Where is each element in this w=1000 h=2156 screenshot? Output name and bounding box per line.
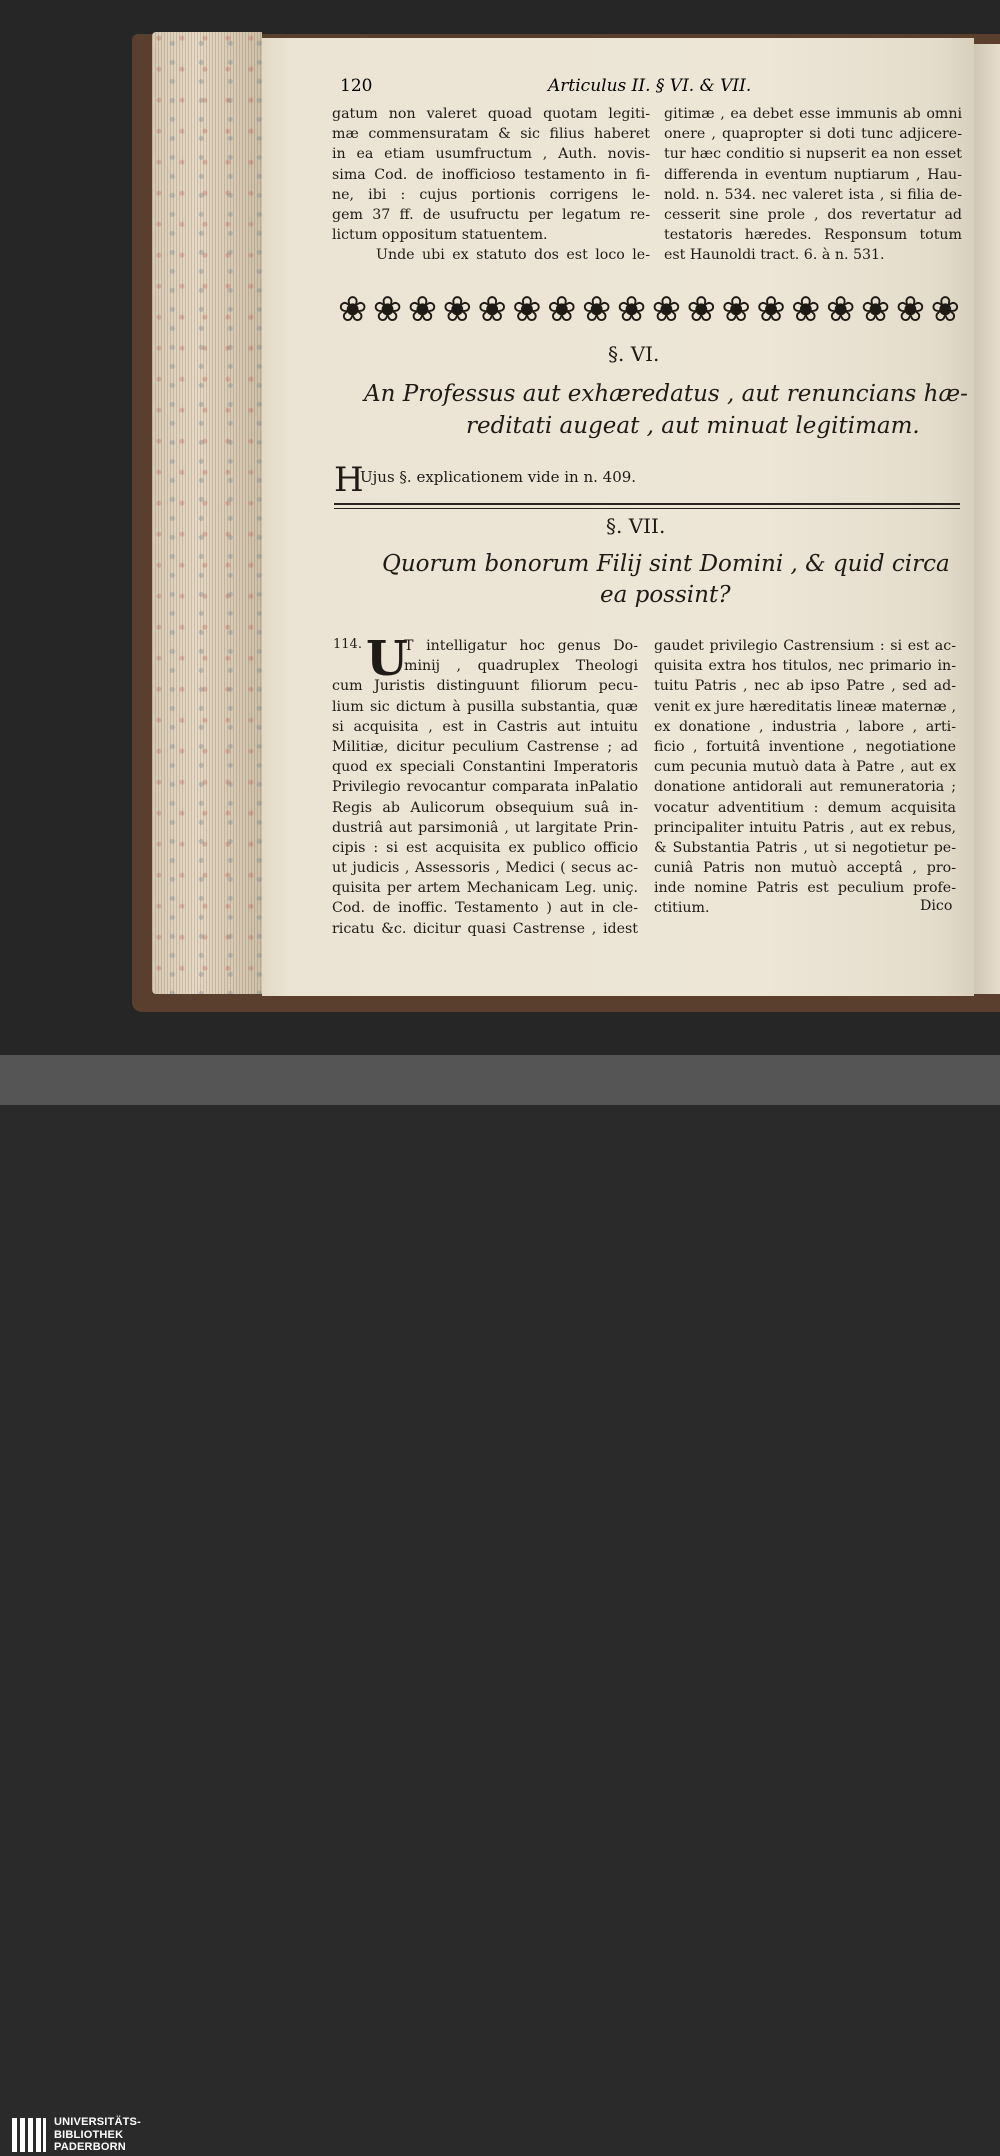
- text-line: vocatur adventitium : demum acquisita: [654, 799, 956, 816]
- ornamental-border: [338, 287, 960, 333]
- section-heading-vi: §. VI.: [608, 342, 660, 366]
- flower-ornament-icon: ❀: [756, 290, 786, 330]
- text-line: ricatu &c. dicitur quasi Castrense , idest: [332, 920, 638, 937]
- flower-ornament-icon: ❀: [791, 290, 821, 330]
- library-name-line: PADERBORN: [54, 2141, 126, 2154]
- footer-bar: [0, 1055, 1000, 2154]
- divider-rule: [334, 508, 960, 509]
- text-line: cesserit sine prole , dos revertatur ad: [664, 206, 962, 223]
- text-line: ne, ibi : cujus portionis corrigens le-: [332, 186, 650, 203]
- drop-cap: H: [334, 460, 364, 500]
- page-number: 120: [340, 76, 373, 96]
- scanned-book-photo: [0, 0, 1000, 1055]
- text-line: Cod. de inoffic. Testamento ) aut in cle-: [332, 900, 638, 917]
- text-line: ex donatione , industria , labore , arti-: [654, 718, 956, 735]
- section-title-vi-line2: reditati augeat , aut minuat legitimam.: [466, 413, 920, 439]
- text-line: lictum oppositum statuentem.: [332, 227, 548, 244]
- text-line: gitimæ , ea debet esse immunis ab omni: [664, 106, 962, 122]
- text-line: si acquisita , est in Castris aut intuitu: [332, 718, 638, 735]
- text-line: ut judicis , Assessoris , Medici ( secus ac-: [332, 860, 638, 877]
- text-line: minij , quadruplex Theologi: [404, 658, 638, 675]
- flower-ornament-icon: ❀: [721, 290, 751, 330]
- flower-ornament-icon: ❀: [512, 290, 542, 330]
- flower-ornament-icon: ❀: [407, 290, 438, 330]
- flower-ornament-icon: ❀: [372, 290, 403, 330]
- text-line: differenda in eventum nuptiarum , Hau-: [664, 166, 962, 183]
- drop-cap: U: [366, 631, 408, 687]
- text-line: Unde ubi ex statuto dos est loco le-: [376, 247, 650, 264]
- text-line: nold. n. 534. nec valeret ista , si filia de-: [664, 186, 962, 203]
- section-title-vii-line1: Quorum bonorum Filij sint Domini , & quid circa: [382, 551, 950, 577]
- flower-ornament-icon: ❀: [686, 290, 716, 330]
- text-line: quisita per artem Mechanicam Leg. uniç.: [332, 880, 638, 897]
- section-title-vii-line2: ea possint?: [600, 582, 731, 608]
- text-line: tur hæc conditio si nupserit ea non esset: [664, 146, 962, 163]
- text-line: in ea etiam usumfructum , Auth. novis-: [332, 146, 650, 163]
- paragraph-number: 114.: [333, 637, 362, 652]
- text-line: gatum non valeret quoad quotam legiti-: [332, 106, 650, 122]
- text-line: dustriâ aut parsimoniâ , ut largitate Prin-: [332, 819, 638, 836]
- text-line: donatione antidorali aut remuneratoria ;: [654, 779, 956, 796]
- flower-ornament-icon: ❀: [338, 290, 368, 330]
- flower-ornament-icon: ❀: [616, 290, 647, 330]
- section-vi-body: Ujus §. explicationem vide in n. 409.: [360, 468, 637, 486]
- text-line: Regis ab Aulicorum obsequium suâ in-: [332, 799, 638, 816]
- text-line: gem 37 ff. de usufructu per legatum re-: [332, 206, 650, 223]
- text-line: tuitu Patris , nec ab ipso Patre , sed ad-: [654, 678, 956, 695]
- running-title: Articulus II. § VI. & VII.: [548, 76, 752, 96]
- section-vii-left-column: [332, 631, 638, 939]
- section-vii-right-column: [654, 636, 956, 919]
- flower-ornament-icon: ❀: [477, 290, 507, 330]
- facing-page-edge: [974, 44, 1000, 994]
- library-logo-icon: [12, 2114, 48, 2156]
- page-edge-block: [152, 32, 262, 994]
- flower-ornament-icon: ❀: [582, 290, 612, 330]
- library-name: [54, 2116, 141, 2154]
- text-line: cipis : si est acquisita ex publico officio: [332, 839, 638, 856]
- top-left-column: [332, 104, 650, 266]
- text-line: onere , quapropter si doti tunc adjicere-: [664, 126, 962, 143]
- text-line: cum Juristis distinguunt filiorum pecu-: [332, 678, 638, 695]
- catchword: Dico: [920, 898, 953, 914]
- top-right-column: [664, 104, 962, 266]
- text-line: mæ commensuratam & sic filius haberet: [332, 126, 650, 143]
- text-line: testatoris hæredes. Responsum totum: [664, 227, 962, 244]
- text-line: & Substantia Patris , ut si negotietur pe-: [654, 839, 956, 856]
- library-name-line: UNIVERSITÄTS-: [54, 2116, 141, 2128]
- flower-ornament-icon: ❀: [930, 290, 960, 330]
- flower-ornament-icon: ❀: [826, 290, 856, 330]
- flower-ornament-icon: ❀: [860, 290, 891, 330]
- section-title-vi-line1: An Professus aut exhæredatus , aut renuncians hæ-: [364, 381, 968, 407]
- library-name-line: BIBLIOTHEK: [54, 2128, 124, 2141]
- divider-rule: [334, 503, 960, 505]
- text-line: ficio , fortuitâ inventione , negotiatione: [654, 738, 956, 755]
- text-line: quisita extra hos titulos, nec primario in-: [654, 658, 956, 675]
- text-line: inde nomine Patris est peculium profe-: [654, 880, 956, 897]
- text-line: T intelligatur hoc genus Do-: [404, 638, 638, 654]
- text-line: gaudet privilegio Castrensium : si est ac-: [654, 638, 956, 654]
- flower-ornament-icon: ❀: [651, 290, 682, 330]
- text-line: sima Cod. de inofficioso testamento in fi-: [332, 166, 650, 183]
- flower-ornament-icon: ❀: [895, 290, 926, 330]
- text-line: Militiæ, dicitur peculium Castrense ; ad: [332, 738, 638, 755]
- text-line: venit ex jure hæreditatis lineæ maternæ ,: [654, 698, 956, 715]
- text-line: Privilegio revocantur comparata inPalatio: [332, 779, 638, 796]
- text-line: ctitium.: [654, 900, 710, 917]
- flower-ornament-icon: ❀: [547, 290, 577, 330]
- text-line: cum pecunia mutuò data à Patre , aut ex: [654, 759, 956, 776]
- flower-ornament-icon: ❀: [442, 290, 472, 330]
- text-line: cuniâ Patris non mutuò acceptâ , pro-: [654, 860, 956, 877]
- text-line: principaliter intuitu Patris , aut ex rebus,: [654, 819, 956, 836]
- text-line: lium sic dictum à pusilla substantia, quæ: [332, 698, 638, 715]
- running-head: [340, 76, 790, 100]
- text-line: quod ex speciali Constantini Imperatoris: [332, 759, 638, 776]
- section-heading-vii: §. VII.: [606, 514, 666, 538]
- text-line: est Haunoldi tract. 6. à n. 531.: [664, 247, 885, 264]
